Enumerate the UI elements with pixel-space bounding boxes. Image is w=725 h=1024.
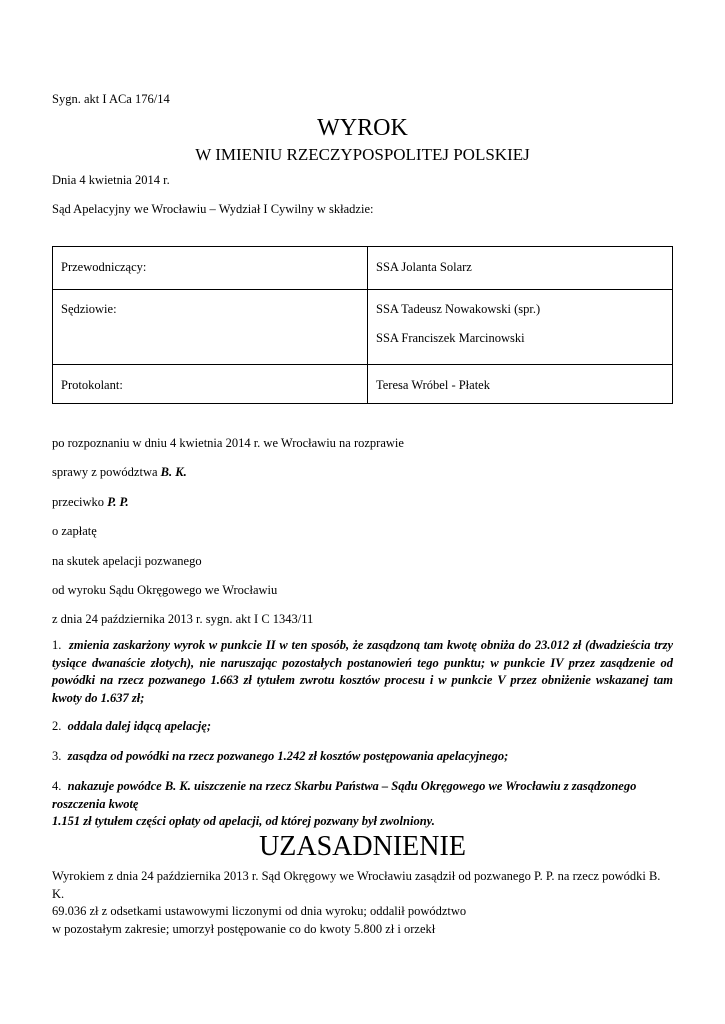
clerk-name: Teresa Wróbel - Płatek — [376, 378, 490, 392]
judge-name: SSA Franciszek Marcinowski — [376, 331, 525, 345]
justification-line: Wyrokiem z dnia 24 października 2013 r. Sąd Okręgowy we Wrocławiu zasądził od pozwanego P. P. na rzecz powódki B. K. — [52, 869, 661, 901]
claimant-name: B. K. — [160, 465, 187, 479]
defendant-name: P. P. — [107, 495, 129, 509]
presiding-label-cell — [53, 247, 368, 290]
clerk-value-cell — [368, 365, 673, 404]
clerk-label-cell — [53, 365, 368, 404]
point-text: zasądza od powódki na rzecz pozwanego 1.242 zł kosztów postępowania apelacyjnego; — [67, 749, 509, 763]
document-title: WYROK — [317, 115, 408, 141]
point-number: 3. — [52, 749, 62, 763]
table-row — [53, 247, 673, 290]
appealed-judgment: od wyroku Sądu Okręgowego we Wrocławiu — [52, 583, 278, 597]
appealed-judgment-date: z dnia 24 października 2013 r. sygn. akt I C 1343/11 — [52, 612, 314, 626]
point-text: zmienia zaskarżony wyrok w punkcie II w ten sposób, że zasądzoną tam kwotę obniża do 23.012 zł (dwadzieścia trzy tysiące dwanaście złotych), nie naruszając pozostałych postanowień tego punktu; w punkcie IV przez zasądzenie od powódki na rzecz pozwanego 1.663 zł tytułem zwrotu kosztów procesu i w punkcie V przez obniżenie wskazanej tam kwoty do 1.637 zł; — [52, 638, 674, 705]
justification-heading: UZASADNIENIE — [259, 831, 466, 862]
table-row — [53, 290, 673, 365]
hearing-line: po rozpoznaniu w dniu 4 kwietnia 2014 r. we Wrocławiu na rozprawie — [52, 436, 404, 450]
case-subject: o zapłatę — [52, 524, 97, 538]
ruling-point-1 — [52, 637, 673, 707]
point-text: oddala dalej idącą apelację; — [67, 719, 211, 733]
justification-paragraph — [52, 868, 673, 938]
judge-name: SSA Tadeusz Nowakowski (spr.) — [376, 302, 541, 316]
judges-label: Sędziowie: — [61, 302, 117, 316]
presiding-value-cell — [368, 247, 673, 290]
presiding-label: Przewodniczący: — [61, 260, 147, 274]
point-number: 1. — [52, 638, 62, 652]
point-text-continuation: 1.151 zł tytułem części opłaty od apelacji, od której pozwany był zwolniony. — [52, 814, 435, 828]
defendant-line — [52, 494, 129, 511]
claimant-line — [52, 464, 187, 481]
judges-label-cell — [53, 290, 368, 365]
table-row — [53, 365, 673, 404]
justification-line: w pozostałym zakresie; umorzył postępowanie co do kwoty 5.800 zł i orzekł — [52, 921, 436, 936]
case-signature: Sygn. akt I ACa 176/14 — [52, 92, 170, 106]
presiding-judge: SSA Jolanta Solarz — [376, 260, 472, 274]
appeal-line: na skutek apelacji pozwanego — [52, 554, 202, 568]
point-text: nakazuje powódce B. K. uiszczenie na rzecz Skarbu Państwa – Sądu Okręgowego we Wrocławiu z zasądzonego roszczenia kwotę — [52, 779, 637, 811]
defendant-prefix: przeciwko — [52, 495, 108, 509]
ruling-point-4 — [52, 778, 673, 831]
point-number: 4. — [52, 779, 62, 793]
point-number: 2. — [52, 719, 62, 733]
court-composition-table — [52, 246, 673, 404]
court-composition-intro: Sąd Apelacyjny we Wrocławiu – Wydział I Cywilny w składzie: — [52, 202, 374, 216]
justification-line: 69.036 zł z odsetkami ustawowymi liczonymi od dnia wyroku; oddalił powództwo — [52, 904, 467, 918]
clerk-label: Protokolant: — [61, 378, 123, 392]
ruling-point-3 — [52, 748, 673, 766]
ruling-point-2 — [52, 718, 673, 736]
claimant-prefix: sprawy z powództwa — [52, 465, 161, 479]
judges-value-cell — [368, 290, 673, 365]
judgment-date: Dnia 4 kwietnia 2014 r. — [52, 173, 170, 187]
document-subtitle: W IMIENIU RZECZYPOSPOLITEJ POLSKIEJ — [195, 145, 530, 164]
